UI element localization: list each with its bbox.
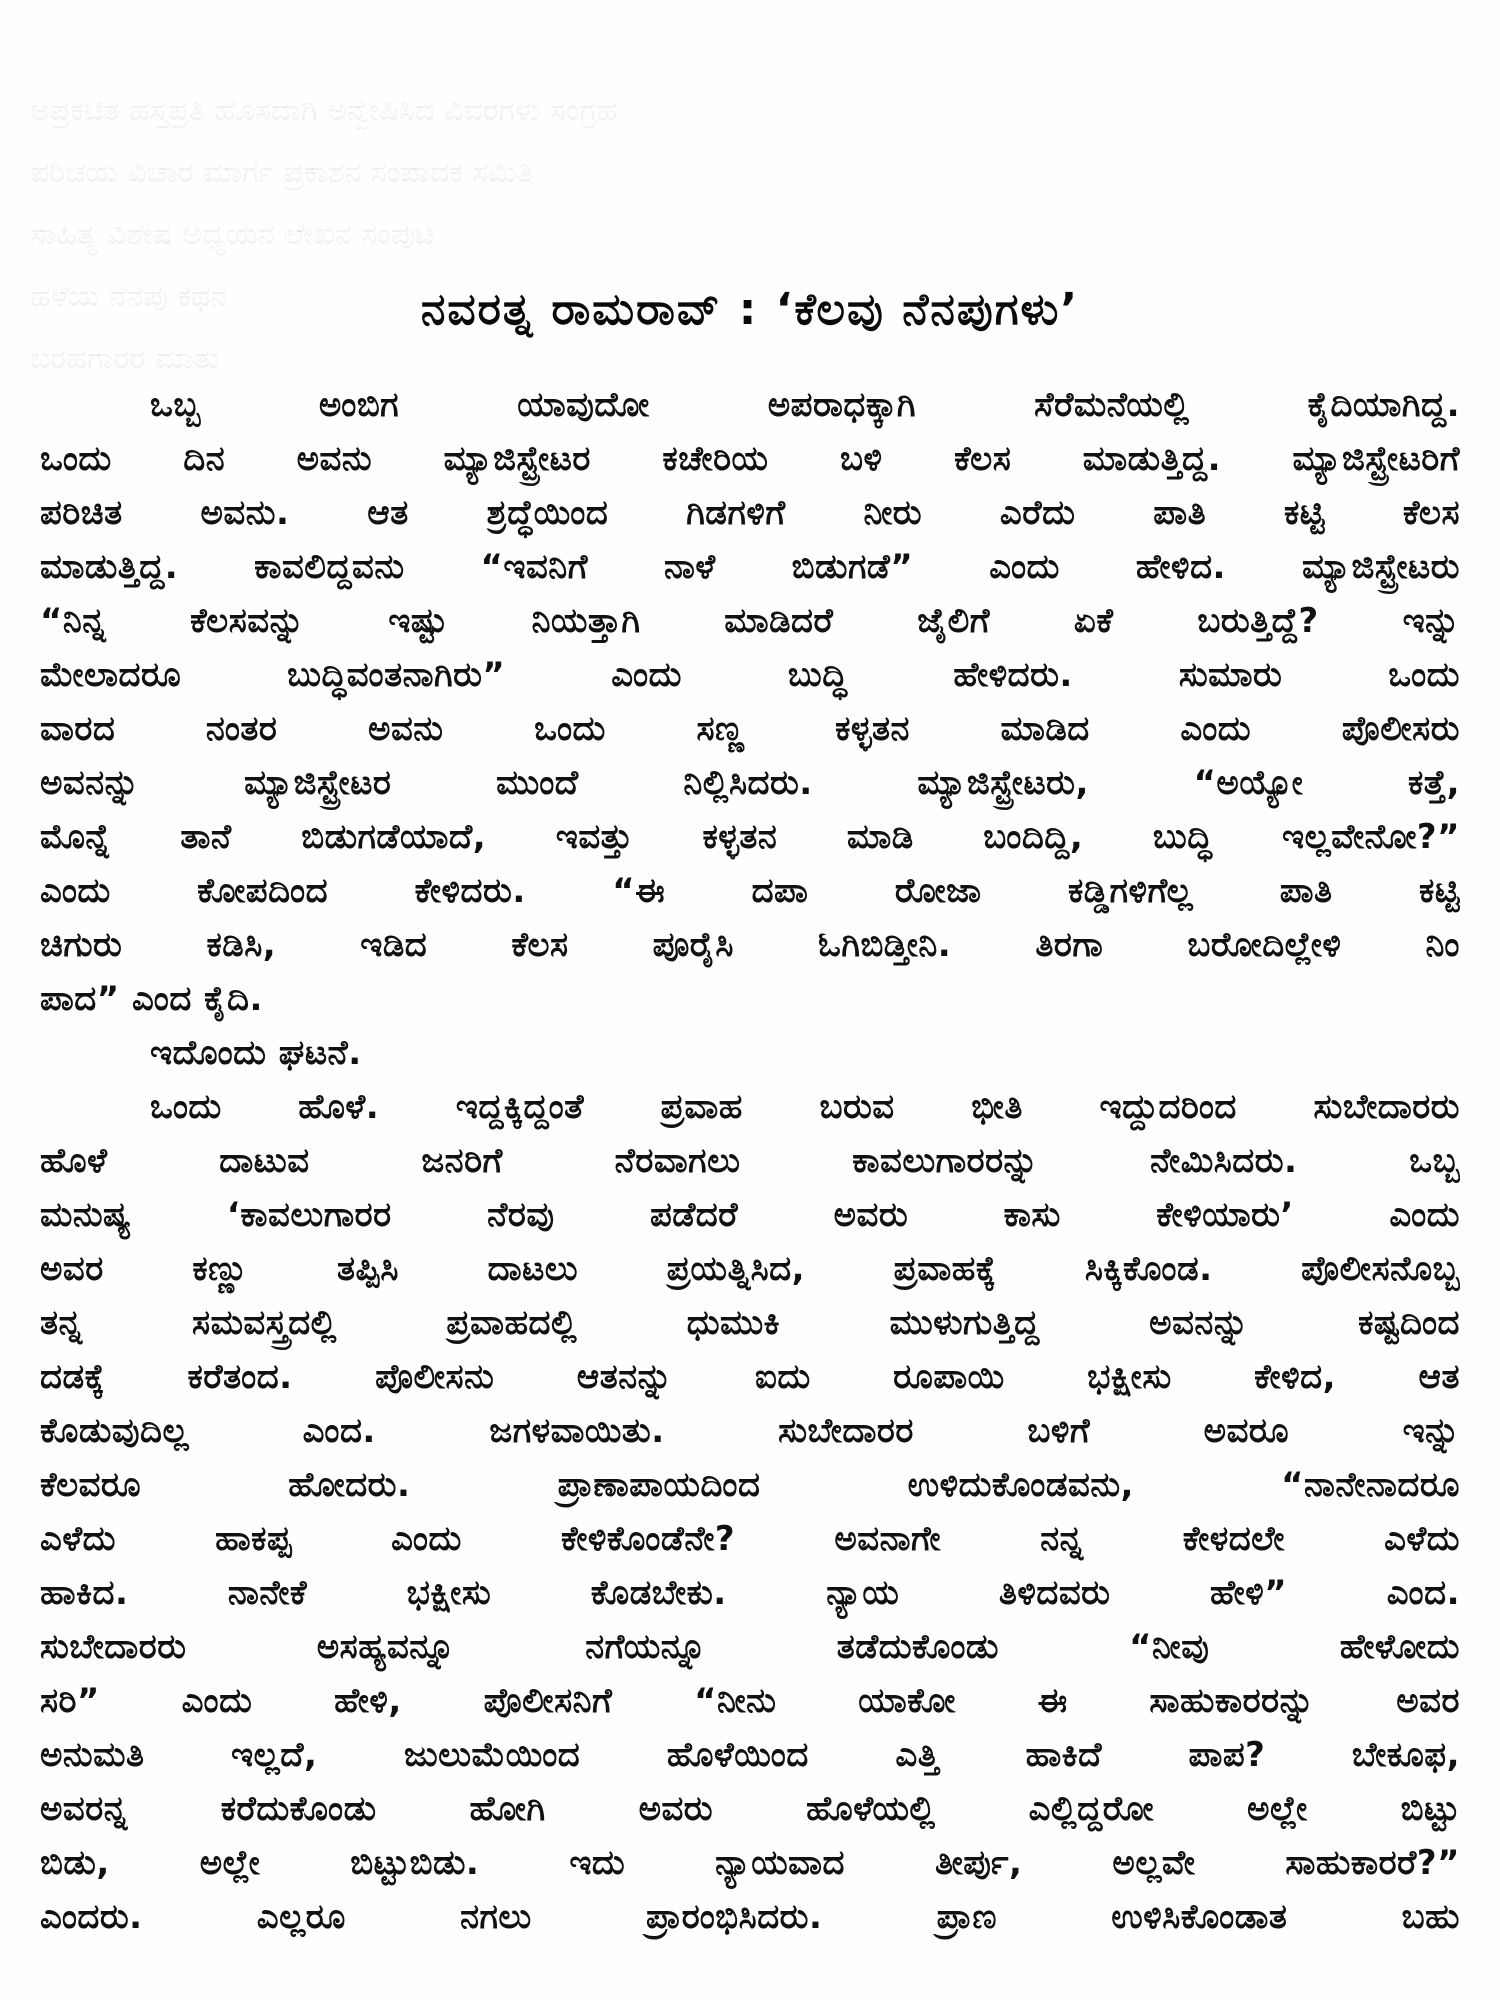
text-line: ಒಂದು ದಿನ ಅವನು ಮ್ಯಾಜಿಸ್ಟ್ರೇಟರ ಕಚೇರಿಯ ಬಳಿ ಕೆಲಸ ಮಾಡುತ್ತಿದ್ದ. ಮ್ಯಾಜಿಸ್ಟ್ರೇಟರಿಗೆ bbox=[40, 439, 1460, 479]
text-line: ಅವರನ್ನ ಕರೆದುಕೊಂಡು ಹೋಗಿ ಅವರು ಹೊಳೆಯಲ್ಲಿ ಎಲ್ಲಿದ್ದರೋ ಅಲ್ಲೇ ಬಿಟ್ಟು bbox=[40, 1789, 1460, 1829]
text-line: ಎಂದು ಕೋಪದಿಂದ ಕೇಳಿದರು. “ಈ ದಪಾ ರೋಜಾ ಕಡ್ಡಿಗಳಿಗೆಲ್ಲ ಪಾತಿ ಕಟ್ಟಿ bbox=[40, 871, 1460, 911]
text-line: ಸರಿ” ಎಂದು ಹೇಳಿ, ಪೊಲೀಸನಿಗೆ “ನೀನು ಯಾಕೋ ಈ ಸಾಹುಕಾರರನ್ನು ಅವರ bbox=[40, 1681, 1460, 1721]
text-line: ಕೊಡುವುದಿಲ್ಲ ಎಂದ. ಜಗಳವಾಯಿತು. ಸುಬೇದಾರರ ಬಳಿಗೆ ಅವರೂ ಇನ್ನು bbox=[40, 1411, 1460, 1451]
text-line: ಮನುಷ್ಯ ‘ಕಾವಲುಗಾರರ ನೆರವು ಪಡೆದರೆ ಅವರು ಕಾಸು ಕೇಳಿಯಾರು’ ಎಂದು bbox=[40, 1195, 1460, 1235]
page-title: ನವರತ್ನ ರಾಮರಾವ್ : ‘ಕೆಲವು ನೆನಪುಗಳು’ bbox=[420, 284, 1080, 335]
text-line: ಮಾಡುತ್ತಿದ್ದ. ಕಾವಲಿದ್ದವನು “ಇವನಿಗೆ ನಾಳೆ ಬಿಡುಗಡೆ” ಎಂದು ಹೇಳಿದ. ಮ್ಯಾಜಿಸ್ಟ್ರೇಟರು bbox=[40, 547, 1460, 587]
text-line: ತನ್ನ ಸಮವಸ್ತ್ರದಲ್ಲಿ ಪ್ರವಾಹದಲ್ಲಿ ಧುಮುಕಿ ಮುಳುಗುತ್ತಿದ್ದ ಅವನನ್ನು ಕಷ್ಟದಿಂದ bbox=[40, 1303, 1460, 1343]
text-line: ಅವನನ್ನು ಮ್ಯಾಜಿಸ್ಟ್ರೇಟರ ಮುಂದೆ ನಿಲ್ಲಿಸಿದರು. ಮ್ಯಾಜಿಸ್ಟ್ರೇಟರು, “ಅಯ್ಯೋ ಕತ್ತೆ, bbox=[40, 763, 1460, 803]
body-text bbox=[40, 378, 1460, 1944]
text-line: ದಡಕ್ಕೆ ಕರೆತಂದ. ಪೊಲೀಸನು ಆತನನ್ನು ಐದು ರೂಪಾಯಿ ಭಕ್ಷೀಸು ಕೇಳಿದ, ಆತ bbox=[40, 1357, 1460, 1397]
text-line: ಪರಿಚಿತ ಅವನು. ಆತ ಶ್ರದ್ಧೆಯಿಂದ ಗಿಡಗಳಿಗೆ ನೀರು ಎರೆದು ಪಾತಿ ಕಟ್ಟಿ ಕೆಲಸ bbox=[40, 493, 1460, 533]
text-line: ವಾರದ ನಂತರ ಅವನು ಒಂದು ಸಣ್ಣ ಕಳ್ಳತನ ಮಾಡಿದ ಎಂದು ಪೊಲೀಸರು bbox=[40, 709, 1460, 749]
text-line: ಚಿಗುರು ಕಡಿಸಿ, ಇಡಿದ ಕೆಲಸ ಪೂರೈಸಿ ಓಗಿಬಿಡ್ತೀನಿ. ತಿರಗಾ ಬರೋದಿಲ್ಲೇಳಿ ನಿಂ bbox=[40, 925, 1460, 965]
bleed-through-texture: ಅಪ್ರಕಟಿತ ಹಸ್ತಪ್ರತಿ ಹೊಸದಾಗಿ ಅನ್ವೇಷಿಸಿದ ವಿವರಗಳು ಸಂಗ್ರಹ ಪರಿಚಯ ವಿಚಾರ ಮಾರ್ಗ ಪ್ರಕಾಶನ ಸಂಪಾದಕ ಸಮಿತಿ ಸಾಹಿತ್ಯ ವಿಶೇಷ ಅಧ್ಯಯನ ಲೇಖನ ಸಂಪುಟ ಹಳೆಯ ನೆನಪು ಕಥನ ಬರಹಗಾರರ ಮಾತು bbox=[30, 93, 618, 376]
text-line: ಹೊಳೆ ದಾಟುವ ಜನರಿಗೆ ನೆರವಾಗಲು ಕಾವಲುಗಾರರನ್ನು ನೇಮಿಸಿದರು. ಒಬ್ಬ bbox=[40, 1141, 1460, 1181]
text-line: ಹಾಕಿದ. ನಾನೇಕೆ ಭಕ್ಷೀಸು ಕೊಡಬೇಕು. ನ್ಯಾಯ ತಿಳಿದವರು ಹೇಳಿ” ಎಂದ. bbox=[40, 1573, 1460, 1613]
text-line: ಒಂದು ಹೊಳೆ. ಇದ್ದಕ್ಕಿದ್ದಂತೆ ಪ್ರವಾಹ ಬರುವ ಭೀತಿ ಇದ್ದುದರಿಂದ ಸುಬೇದಾರರು bbox=[150, 1087, 1460, 1127]
text-line: ಎಂದರು. ಎಲ್ಲರೂ ನಗಲು ಪ್ರಾರಂಭಿಸಿದರು. ಪ್ರಾಣ ಉಳಿಸಿಕೊಂಡಾತ ಬಹು bbox=[40, 1897, 1460, 1937]
text-line: ಸುಬೇದಾರರು ಅಸಹ್ಯವನ್ನೂ ನಗೆಯನ್ನೂ ತಡೆದುಕೊಂಡು “ನೀವು ಹೇಳೋದು bbox=[40, 1627, 1460, 1667]
text-line: ಕೆಲವರೂ ಹೋದರು. ಪ್ರಾಣಾಪಾಯದಿಂದ ಉಳಿದುಕೊಂಡವನು, “ನಾನೇನಾದರೂ bbox=[40, 1465, 1460, 1505]
text-line: ಅವರ ಕಣ್ಣು ತಪ್ಪಿಸಿ ದಾಟಲು ಪ್ರಯತ್ನಿಸಿದ, ಪ್ರವಾಹಕ್ಕೆ ಸಿಕ್ಕಿಕೊಂಡ. ಪೊಲೀಸನೊಬ್ಬ bbox=[40, 1249, 1460, 1289]
text-line: ಅನುಮತಿ ಇಲ್ಲದೆ, ಜುಲುಮೆಯಿಂದ ಹೊಳೆಯಿಂದ ಎತ್ತಿ ಹಾಕಿದೆ ಪಾಪ? ಬೇಕೂಫ, bbox=[40, 1735, 1460, 1775]
text-line: ಒಬ್ಬ ಅಂಬಿಗ ಯಾವುದೋ ಅಪರಾಧಕ್ಕಾಗಿ ಸೆರೆಮನೆಯಲ್ಲಿ ಕೈದಿಯಾಗಿದ್ದ. bbox=[150, 385, 1460, 425]
text-line: ಮೊನ್ನೆ ತಾನೆ ಬಿಡುಗಡೆಯಾದೆ, ಇವತ್ತು ಕಳ್ಳತನ ಮಾಡಿ ಬಂದಿದ್ದಿ, ಬುದ್ಧಿ ಇಲ್ಲವೇನೋ?” bbox=[40, 817, 1460, 857]
text-line: ಪಾದ” ಎಂದ ಕೈದಿ. bbox=[40, 979, 263, 1019]
text-line: ಇದೊಂದು ಘಟನೆ. bbox=[150, 1033, 362, 1073]
text-line: ಎಳೆದು ಹಾಕಪ್ಪ ಎಂದು ಕೇಳಿಕೊಂಡೆನೇ? ಅವನಾಗೇ ನನ್ನ ಕೇಳದಲೇ ಎಳೆದು bbox=[40, 1519, 1460, 1559]
text-line: “ನಿನ್ನ ಕೆಲಸವನ್ನು ಇಷ್ಟು ನಿಯತ್ತಾಗಿ ಮಾಡಿದರೆ ಜೈಲಿಗೆ ಏಕೆ ಬರುತ್ತಿದ್ದೆ? ಇನ್ನು bbox=[40, 601, 1460, 641]
text-line: ಬಿಡು, ಅಲ್ಲೇ ಬಿಟ್ಟುಬಿಡು. ಇದು ನ್ಯಾಯವಾದ ತೀರ್ಪು, ಅಲ್ಲವೇ ಸಾಹುಕಾರರೆ?” bbox=[40, 1843, 1460, 1883]
text-line: ಮೇಲಾದರೂ ಬುದ್ಧಿವಂತನಾಗಿರು” ಎಂದು ಬುದ್ಧಿ ಹೇಳಿದರು. ಸುಮಾರು ಒಂದು bbox=[40, 655, 1460, 695]
